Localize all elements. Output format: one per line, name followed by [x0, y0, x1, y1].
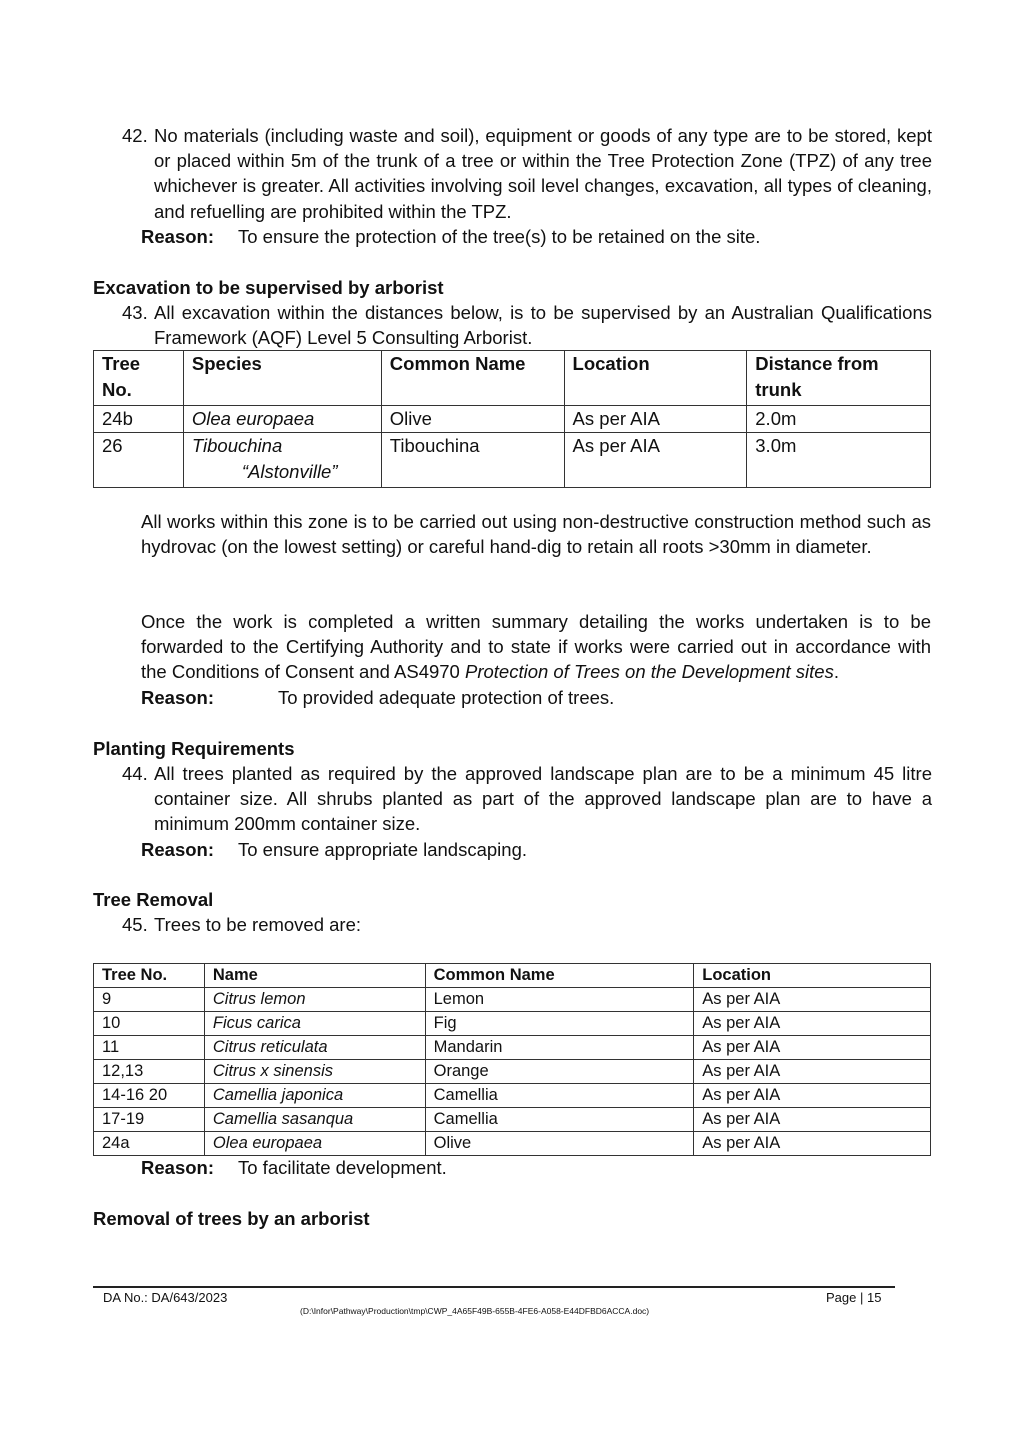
header-common-name: Common Name	[381, 351, 564, 406]
cell-tree-no: 12,13	[94, 1060, 205, 1084]
header-species: Species	[183, 351, 381, 406]
cell-common-name: Camellia	[425, 1108, 694, 1132]
cell-tree-no: 24b	[94, 406, 184, 433]
cell-location: As per AIA	[694, 1084, 931, 1108]
species-cultivar: “Alstonville”	[241, 461, 338, 482]
cell-tree-no: 10	[94, 1012, 205, 1036]
condition-42	[122, 123, 932, 224]
species-name: Olea europaea	[191, 408, 315, 429]
condition-44	[122, 761, 932, 837]
species-name: Ficus carica	[212, 1014, 301, 1032]
paragraph-summary-text: Once the work is completed a written summary detailing the works undertaken is to be forwarded to the Certifying Authority and to state if works were carried out in accordance with the Conditions of Consent and AS4970	[141, 611, 931, 683]
cell-location: As per AIA	[694, 1060, 931, 1084]
reason-45	[141, 1155, 447, 1180]
condition-number: 44.	[122, 763, 148, 784]
paragraph-summary	[141, 609, 931, 685]
header-tree-no: Tree No.	[94, 964, 205, 988]
species-name: Camellia japonica	[212, 1086, 344, 1104]
cell-name	[204, 1108, 425, 1132]
condition-43	[122, 300, 932, 350]
table-row	[94, 433, 931, 488]
cell-tree-no: 24a	[94, 1132, 205, 1156]
standard-title: Protection of Trees on the Development sites	[465, 661, 834, 683]
cell-species	[183, 433, 381, 488]
footer-file-path: (D:\Infor\Pathway\Production\tmp\CWP_4A65F49B-655B-4FE6-A058-E44DFBD6ACCA.doc)	[300, 1306, 650, 1316]
tree-removal-table	[93, 963, 931, 1156]
table-row	[94, 1108, 931, 1132]
footer-divider	[93, 1286, 895, 1288]
species-name: Citrus reticulata	[212, 1038, 328, 1056]
section-heading-planting: Planting Requirements	[93, 738, 295, 759]
table-row	[94, 1132, 931, 1156]
cell-distance: 3.0m	[747, 433, 931, 488]
table-row	[94, 988, 931, 1012]
cell-location: As per AIA	[694, 1012, 931, 1036]
condition-number: 45.	[122, 914, 148, 935]
header-tree-no: Tree No.	[94, 351, 184, 406]
reason-43	[141, 685, 614, 710]
reason-label: Reason:	[141, 1157, 214, 1178]
footer-da-number: DA No.: DA/643/2023	[103, 1290, 228, 1305]
cell-location: As per AIA	[694, 1036, 931, 1060]
table-row	[94, 406, 931, 433]
cell-common-name: Fig	[425, 1012, 694, 1036]
section-heading-arborist-removal: Removal of trees by an arborist	[93, 1208, 370, 1229]
cell-location: As per AIA	[564, 406, 747, 433]
cell-name	[204, 1012, 425, 1036]
header-location: Location	[694, 964, 931, 988]
section-heading-tree-removal: Tree Removal	[93, 889, 214, 910]
paragraph-summary-end: .	[833, 661, 839, 683]
condition-number: 42.	[122, 125, 148, 146]
condition-text: Trees to be removed are:	[154, 914, 362, 935]
cell-location: As per AIA	[694, 1108, 931, 1132]
excavation-table	[93, 350, 931, 488]
cell-location: As per AIA	[694, 988, 931, 1012]
cell-distance: 2.0m	[747, 406, 931, 433]
reason-text: To facilitate development.	[238, 1157, 447, 1178]
cell-species	[183, 406, 381, 433]
condition-text: All trees planted as required by the approved landscape plan are to be a minimum 45 litre container size. All shrubs planted as part of the approved landscape plan are to have a minimum 200mm container size.	[154, 763, 932, 835]
header-name: Name	[204, 964, 425, 988]
cell-common-name: Mandarin	[425, 1036, 694, 1060]
cell-common-name: Olive	[425, 1132, 694, 1156]
cell-location: As per AIA	[564, 433, 747, 488]
cell-common-name: Lemon	[425, 988, 694, 1012]
species-name: Camellia sasanqua	[212, 1110, 354, 1128]
table-row	[94, 1012, 931, 1036]
cell-common-name: Camellia	[425, 1084, 694, 1108]
species-name: Olea europaea	[212, 1134, 323, 1152]
reason-44	[141, 837, 527, 862]
reason-text: To provided adequate protection of trees.	[278, 687, 615, 708]
table-row	[94, 1060, 931, 1084]
section-heading-excavation: Excavation to be supervised by arborist	[93, 277, 444, 298]
cell-common-name: Orange	[425, 1060, 694, 1084]
condition-text: No materials (including waste and soil), equipment or goods of any type are to be stored, kept or placed within 5m of the trunk of a tree or within the Tree Protection Zone (TPZ) of any tree whichever is greater. All activities involving soil level changes, excavation, all types of cleaning, and refuelling are prohibited within the TPZ.	[154, 125, 932, 222]
header-common-name: Common Name	[425, 964, 694, 988]
reason-label: Reason:	[141, 226, 214, 247]
cell-location: As per AIA	[694, 1132, 931, 1156]
reason-text: To ensure appropriate landscaping.	[238, 839, 527, 860]
cell-tree-no: 9	[94, 988, 205, 1012]
species-name: Citrus x sinensis	[212, 1062, 334, 1080]
header-distance: Distance from trunk	[747, 351, 931, 406]
cell-name	[204, 1060, 425, 1084]
table-header-row	[94, 964, 931, 988]
reason-label: Reason:	[141, 687, 214, 708]
table-row	[94, 1084, 931, 1108]
cell-name	[204, 1036, 425, 1060]
header-location: Location	[564, 351, 747, 406]
condition-number: 43.	[122, 302, 148, 323]
cell-tree-no: 11	[94, 1036, 205, 1060]
cell-name	[204, 1084, 425, 1108]
cell-tree-no: 17-19	[94, 1108, 205, 1132]
table-header-row	[94, 351, 931, 406]
cell-name	[204, 988, 425, 1012]
cell-tree-no: 26	[94, 433, 184, 488]
cell-name	[204, 1132, 425, 1156]
cell-common-name: Tibouchina	[381, 433, 564, 488]
footer-page-number: Page | 15	[826, 1290, 882, 1305]
species-name: Citrus lemon	[212, 990, 306, 1008]
reason-label: Reason:	[141, 839, 214, 860]
reason-text: To ensure the protection of the tree(s) to be retained on the site.	[238, 226, 761, 247]
condition-45	[122, 912, 932, 937]
cell-common-name: Olive	[381, 406, 564, 433]
cell-tree-no: 14-16 20	[94, 1084, 205, 1108]
species-name: Tibouchina	[191, 435, 283, 456]
condition-text: All excavation within the distances below, is to be supervised by an Australian Qualifications Framework (AQF) Level 5 Consulting Arborist.	[154, 302, 932, 349]
reason-42	[141, 224, 760, 249]
table-row	[94, 1036, 931, 1060]
paragraph-works-method: All works within this zone is to be carried out using non-destructive construction method such as hydrovac (on the lowest setting) or careful hand-dig to retain all roots >30mm in diameter.	[141, 511, 931, 558]
